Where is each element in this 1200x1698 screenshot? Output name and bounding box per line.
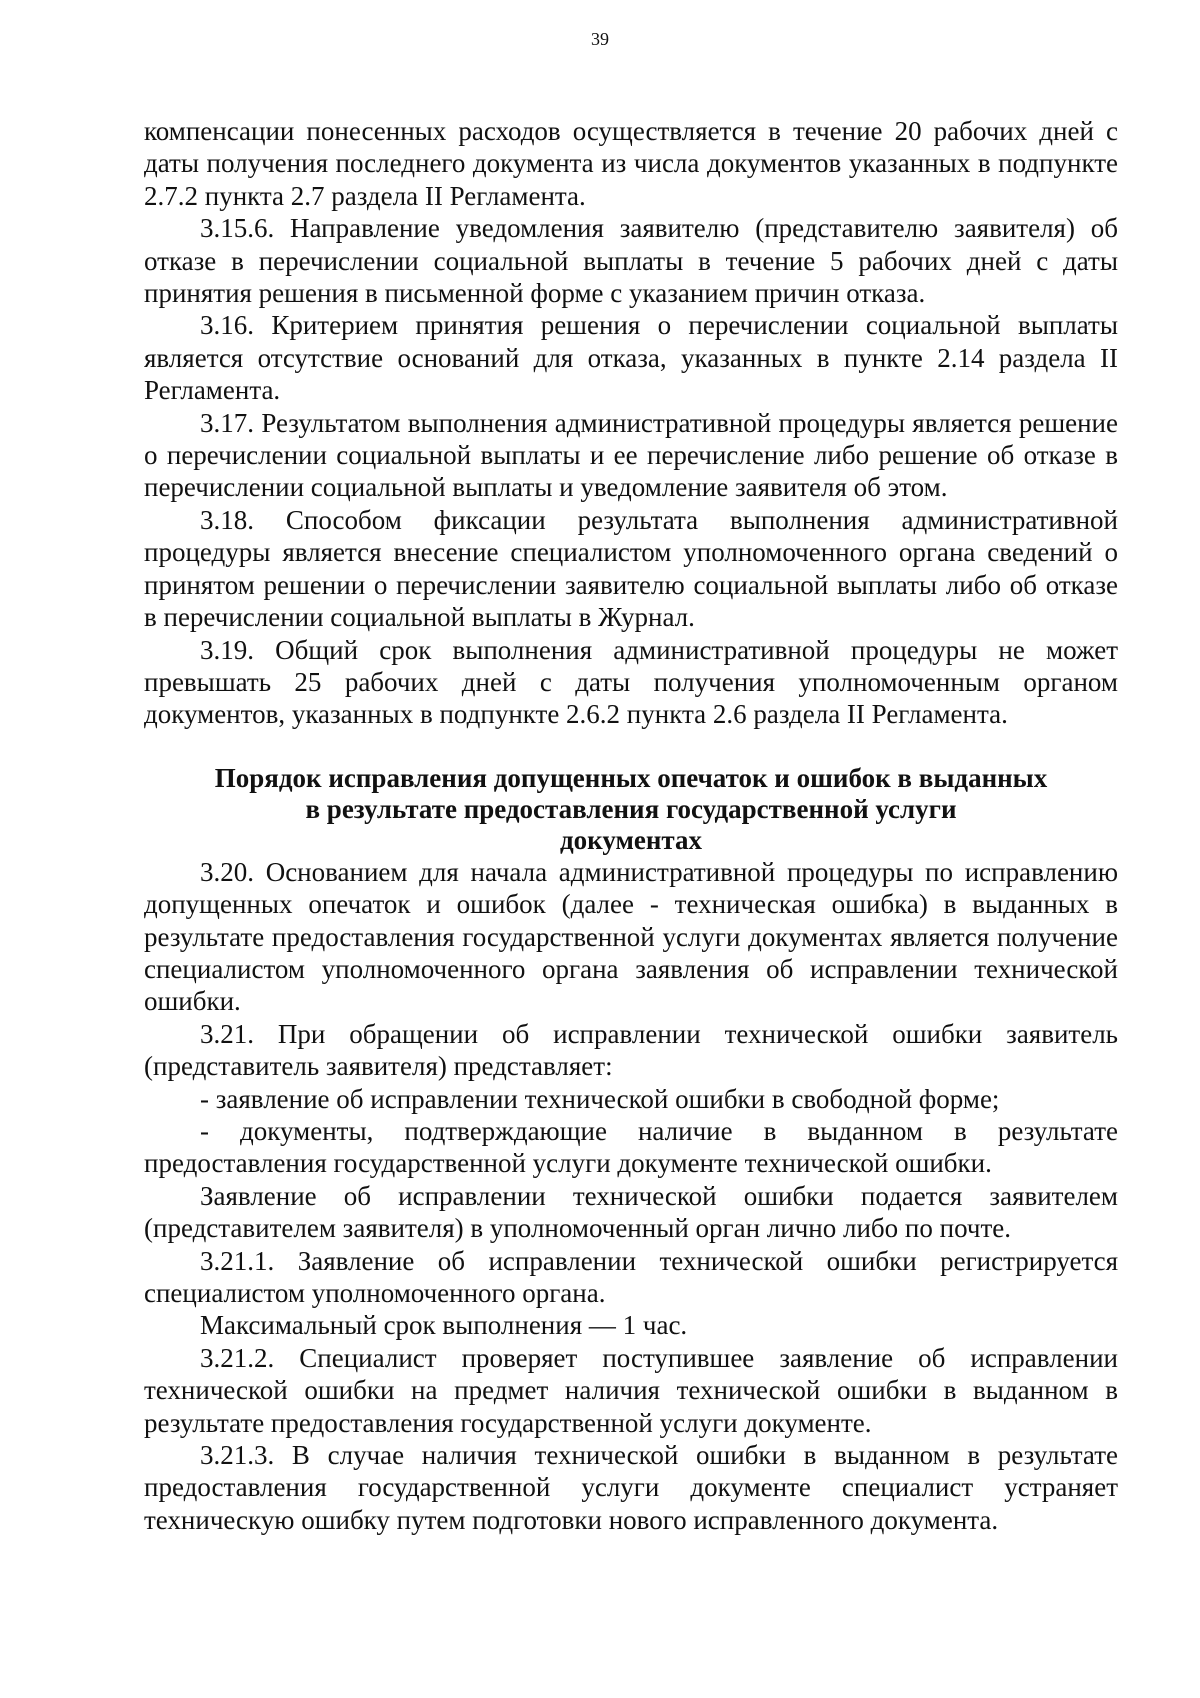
paragraph-3-20: 3.20. Основанием для начала административной процедуры по исправлению допущенных опечаток и ошибок (далее - техническая ошибка) в выданных в результате предоставления государственной услуги документах является получение специалистом уполномоченного органа заявления об исправлении технической ошибки.	[144, 856, 1118, 1017]
section-heading-line-1: Порядок исправления допущенных опечаток и ошибок в выданных	[214, 762, 1048, 793]
paragraph-3-21-3: 3.21.3. В случае наличия технической ошибки в выданном в результате предоставления государственной услуги документе специалист устраняет техническую ошибку путем подготовки нового исправленного документа.	[144, 1440, 1118, 1535]
paragraph-3-16: 3.16. Критерием принятия решения о перечислении социальной выплаты является отсутствие оснований для отказа, указанных в пункте 2.14 раздела II Регламента.	[144, 310, 1118, 406]
paragraph-3-17: 3.17. Результатом выполнения административной процедуры является решение о перечислении социальной выплаты и ее перечисление либо решение об отказе в перечислении социальной выплаты и уведомление заявителя об этом.	[144, 407, 1118, 503]
document-body	[144, 115, 1118, 1536]
paragraph-3-21-1: 3.21.1. Заявление об исправлении технической ошибки регистрируется специалистом уполномоченного органа.	[144, 1245, 1118, 1308]
section-heading	[144, 763, 1118, 856]
list-item-application: - заявление об исправлении технической ошибки в свободной форме;	[200, 1083, 1000, 1114]
list-item-documents: - документы, подтверждающие наличие в выданном в результате предоставления государственной услуги документе технической ошибки.	[144, 1115, 1118, 1179]
paragraph-compensation: компенсации понесенных расходов осуществляется в течение 20 рабочих дней с даты получения последнего документа из числа документов указанных в подпункте 2.7.2 пункта 2.7 раздела II Регламента.	[144, 116, 1118, 211]
page-number: 39	[591, 29, 609, 49]
paragraph-3-18: 3.18. Способом фиксации результата выполнения административной процедуры является внесение специалистом уполномоченного органа сведений о принятом решении о перечислении заявителю социальной выплаты либо об отказе в перечислении социальной выплаты в Журнал.	[144, 504, 1118, 633]
paragraph-3-21-2: 3.21.2. Специалист проверяет поступившее заявление об исправлении технической ошибки на предмет наличия технической ошибки в выданном в результате предоставления государственной услуги документе.	[144, 1342, 1118, 1438]
section-heading-line-3: документах	[559, 824, 702, 855]
paragraph-submission: Заявление об исправлении технической ошибки подается заявителем (представителем заявителя) в уполномоченный орган лично либо по почте.	[144, 1180, 1118, 1244]
paragraph-max-duration: Максимальный срок выполнения — 1 час.	[200, 1310, 688, 1341]
section-heading-line-2: в результате предоставления государственной услуги	[305, 793, 957, 824]
paragraph-3-15-6: 3.15.6. Направление уведомления заявителю (представителю заявителя) об отказе в перечислении социальной выплаты в течение 5 рабочих дней с даты принятия решения в письменной форме с указанием причин отказа.	[144, 213, 1118, 309]
paragraph-3-19: 3.19. Общий срок выполнения административной процедуры не может превышать 25 рабочих дней с даты получения уполномоченным органом документов, указанных в подпункте 2.6.2 пункта 2.6 раздела II Регламента.	[144, 634, 1118, 730]
paragraph-3-21: 3.21. При обращении об исправлении технической ошибки заявитель (представитель заявителя) представляет:	[144, 1018, 1118, 1082]
